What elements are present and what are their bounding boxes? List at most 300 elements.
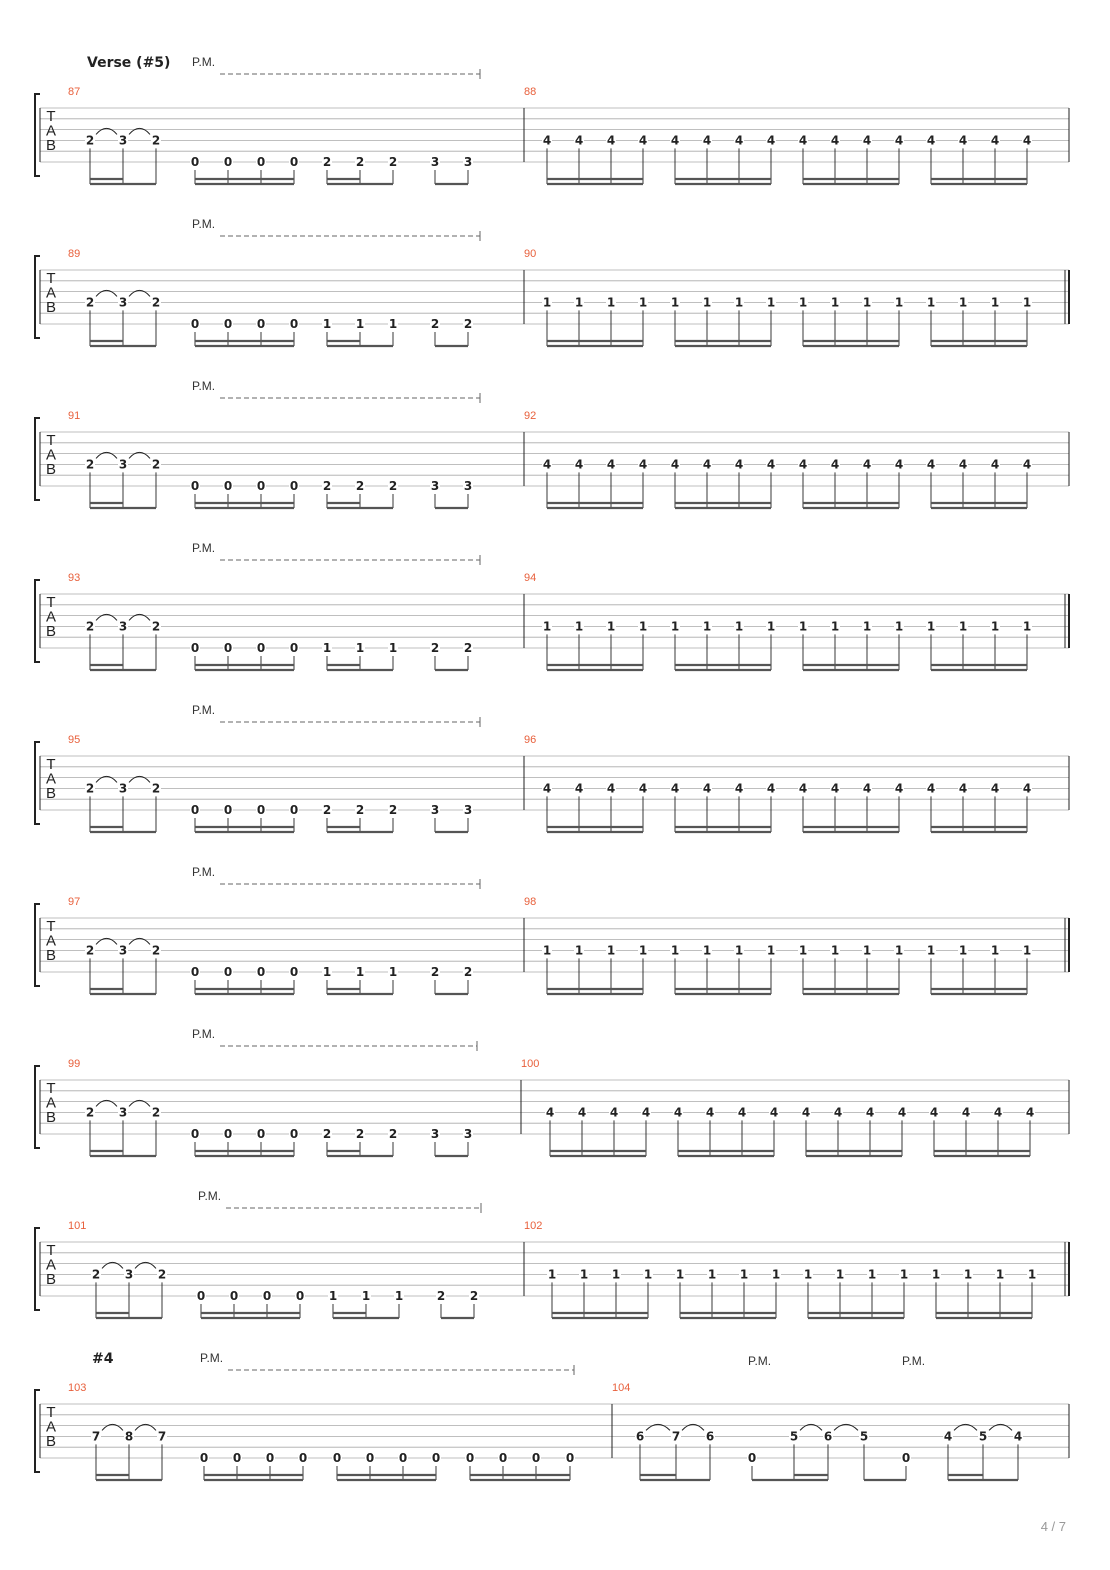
fret-number: 0 [289,479,299,493]
palm-mute-label: P.M. [192,1027,216,1041]
fret-number: 4 [993,1105,1003,1120]
system-bracket [35,256,40,338]
fret-number: 0 [332,1451,342,1465]
fret-number: 4 [798,457,808,472]
fret-number: 1 [894,295,904,310]
fret-number: 0 [256,317,266,331]
fret-number: 4 [670,457,680,472]
fret-number: 3 [118,781,128,796]
fret-number: 1 [867,1267,877,1282]
fret-number: 3 [118,619,128,634]
fret-number: 1 [830,943,840,958]
fret-number: 1 [702,295,712,310]
tab-system [35,55,1069,184]
fret-number: 1 [894,619,904,634]
fret-number: 0 [531,1451,541,1465]
fret-number: 2 [85,457,95,472]
fret-number: 2 [463,641,473,655]
fret-number: 0 [223,641,233,655]
fret-number: 2 [463,965,473,979]
fret-number: 0 [223,317,233,331]
tab-system [35,379,1069,508]
fret-number: 4 [798,781,808,796]
fret-number: 1 [322,965,332,979]
bar-number: 101 [68,1220,87,1232]
fret-number: 4 [574,781,584,796]
fret-number: 6 [635,1429,645,1444]
fret-number: 2 [463,317,473,331]
fret-number: 0 [223,155,233,169]
tab-letter: B [45,1109,57,1126]
tab-letter: B [45,137,57,154]
fret-number: 4 [830,133,840,148]
fret-number: 0 [465,1451,475,1465]
fret-number: 1 [355,317,365,331]
fret-number: 2 [91,1267,101,1282]
fret-number: 0 [196,1289,206,1303]
fret-number: 1 [798,619,808,634]
bar-number: 91 [68,410,81,422]
fret-number: 1 [926,295,936,310]
fret-number: 1 [1022,943,1032,958]
tab-letter: B [45,947,57,964]
fret-number: 1 [643,1267,653,1282]
bar-number: 99 [68,1058,81,1070]
fret-number: 1 [958,943,968,958]
tab-letter: T [46,108,56,125]
fret-number: 4 [542,457,552,472]
fret-number: 3 [118,133,128,148]
fret-number: 4 [1022,781,1032,796]
fret-number: 4 [705,1105,715,1120]
fret-number: 8 [124,1429,134,1444]
fret-number: 1 [899,1267,909,1282]
fret-number: 0 [229,1289,239,1303]
bar-number: 90 [524,248,537,260]
fret-number: 7 [91,1429,101,1444]
fret-number: 1 [388,965,398,979]
tab-letter: T [46,918,56,935]
fret-number: 0 [232,1451,242,1465]
fret-number: 4 [830,781,840,796]
fret-number: 1 [638,295,648,310]
fret-number: 0 [223,1127,233,1141]
fret-number: 5 [978,1429,988,1444]
fret-number: 1 [835,1267,845,1282]
fret-number: 2 [388,479,398,493]
tab-letter: A [45,284,57,302]
palm-mute-label: P.M. [192,541,216,555]
fret-number: 1 [1022,619,1032,634]
fret-number: 0 [289,317,299,331]
fret-number: 0 [190,641,200,655]
tab-system [35,1027,1069,1156]
fret-number: 2 [157,1267,167,1282]
tab-letter: B [45,1271,57,1288]
fret-number: 1 [328,1289,338,1303]
fret-number: 1 [958,295,968,310]
fret-number: 1 [963,1267,973,1282]
fret-number: 1 [830,295,840,310]
fret-number: 5 [789,1429,799,1444]
fret-number: 2 [436,1289,446,1303]
fret-number: 4 [638,133,648,148]
bar-number: 98 [524,896,537,908]
fret-number: 1 [606,943,616,958]
bar-number: 102 [524,1220,543,1232]
palm-mute-label: P.M. [198,1189,222,1203]
fret-number: 7 [157,1429,167,1444]
bar-number: 100 [521,1058,540,1070]
tab-letter: A [45,122,57,140]
fret-number: 4 [862,133,872,148]
bar-number: 95 [68,734,81,746]
fret-number: 1 [990,295,1000,310]
fret-number: 2 [430,317,440,331]
fret-number: 2 [430,965,440,979]
fret-number: 0 [190,965,200,979]
fret-number: 1 [574,943,584,958]
fret-number: 1 [322,317,332,331]
fret-number: 1 [355,641,365,655]
fret-number: 4 [897,1105,907,1120]
fret-number: 1 [547,1267,557,1282]
fret-number: 4 [990,457,1000,472]
fret-number: 0 [565,1451,575,1465]
fret-number: 0 [265,1451,275,1465]
fret-number: 1 [990,619,1000,634]
fret-number: 0 [256,155,266,169]
fret-number: 6 [823,1429,833,1444]
fret-number: 0 [289,1127,299,1141]
tab-system [35,865,1069,994]
fret-number: 3 [118,457,128,472]
tab-letter: B [45,623,57,640]
fret-number: 4 [958,457,968,472]
fret-number: 2 [85,943,95,958]
fret-number: 2 [430,641,440,655]
bar-number: 96 [524,734,537,746]
section-label: #4 [92,1351,114,1367]
tab-letter: B [45,1433,57,1450]
fret-number: 2 [355,1127,365,1141]
fret-number: 2 [85,133,95,148]
tab-system [35,1189,1069,1318]
fret-number: 1 [958,619,968,634]
fret-number: 4 [1025,1105,1035,1120]
fret-number: 3 [118,943,128,958]
fret-number: 4 [766,457,776,472]
fret-number: 0 [223,479,233,493]
fret-number: 1 [766,619,776,634]
fret-number: 4 [929,1105,939,1120]
fret-number: 3 [118,295,128,310]
bar-number: 104 [612,1382,631,1394]
bar-number: 103 [68,1382,87,1394]
tab-letter: T [46,432,56,449]
fret-number: 2 [85,619,95,634]
fret-number: 4 [833,1105,843,1120]
fret-number: 4 [769,1105,779,1120]
fret-number: 4 [958,781,968,796]
fret-number: 1 [388,641,398,655]
bar-number: 92 [524,410,537,422]
fret-number: 1 [766,943,776,958]
fret-number: 0 [398,1451,408,1465]
fret-number: 4 [606,781,616,796]
fret-number: 0 [289,641,299,655]
tab-letter: A [45,608,57,626]
fret-number: 3 [430,803,440,817]
fret-number: 4 [734,781,744,796]
fret-number: 4 [926,133,936,148]
fret-number: 4 [574,133,584,148]
fret-number: 1 [926,943,936,958]
bar-number: 87 [68,86,81,98]
fret-number: 0 [298,1451,308,1465]
tab-system [35,1351,1069,1480]
fret-number: 4 [606,133,616,148]
fret-number: 4 [638,457,648,472]
fret-number: 4 [894,781,904,796]
fret-number: 1 [702,943,712,958]
fret-number: 1 [862,943,872,958]
bar-number: 94 [524,572,537,584]
fret-number: 1 [542,619,552,634]
fret-number: 2 [85,1105,95,1120]
system-bracket [35,1066,40,1148]
fret-number: 1 [355,965,365,979]
fret-number: 0 [256,641,266,655]
tab-letter: A [45,1094,57,1112]
fret-number: 2 [322,155,332,169]
tab-letter: A [45,446,57,464]
fret-number: 4 [766,781,776,796]
fret-number: 0 [289,803,299,817]
palm-mute-label: P.M. [192,217,216,231]
fret-number: 4 [798,133,808,148]
fret-number: 1 [1022,295,1032,310]
tab-letter: T [46,1242,56,1259]
fret-number: 3 [463,803,473,817]
tab-system [35,703,1069,832]
fret-number: 4 [961,1105,971,1120]
fret-number: 4 [734,133,744,148]
fret-number: 1 [926,619,936,634]
fret-number: 0 [223,965,233,979]
palm-mute-label: P.M. [192,865,216,879]
fret-number: 2 [322,803,332,817]
palm-mute-label: P.M. [902,1354,926,1368]
fret-number: 2 [355,479,365,493]
fret-number: 1 [995,1267,1005,1282]
palm-mute-label: P.M. [192,379,216,393]
fret-number: 4 [766,133,776,148]
fret-number: 4 [702,133,712,148]
fret-number: 1 [1027,1267,1037,1282]
fret-number: 0 [289,155,299,169]
fret-number: 0 [256,965,266,979]
tab-letter: B [45,299,57,316]
fret-number: 0 [190,803,200,817]
fret-number: 3 [118,1105,128,1120]
fret-number: 1 [606,295,616,310]
fret-number: 2 [388,1127,398,1141]
tab-letter: T [46,594,56,611]
fret-number: 3 [463,155,473,169]
tab-letter: A [45,1418,57,1436]
fret-number: 0 [365,1451,375,1465]
fret-number: 0 [295,1289,305,1303]
fret-number: 4 [606,457,616,472]
fret-number: 4 [990,781,1000,796]
palm-mute-label: P.M. [748,1354,772,1368]
fret-number: 4 [830,457,840,472]
fret-number: 2 [151,295,161,310]
fret-number: 4 [577,1105,587,1120]
fret-number: 1 [830,619,840,634]
fret-number: 6 [705,1429,715,1444]
tab-letter: T [46,1404,56,1421]
fret-number: 2 [322,1127,332,1141]
fret-number: 2 [355,155,365,169]
fret-number: 1 [542,943,552,958]
fret-number: 3 [463,1127,473,1141]
fret-number: 1 [611,1267,621,1282]
fret-number: 2 [151,457,161,472]
tab-system [35,541,1069,670]
fret-number: 2 [85,295,95,310]
system-bracket [35,580,40,662]
fret-number: 4 [865,1105,875,1120]
fret-number: 1 [675,1267,685,1282]
fret-number: 0 [256,479,266,493]
tab-letter: B [45,785,57,802]
tab-letter: T [46,756,56,773]
tab-letter: A [45,932,57,950]
fret-number: 1 [638,943,648,958]
fret-number: 0 [256,803,266,817]
fret-number: 1 [702,619,712,634]
tab-letter: A [45,1256,57,1274]
fret-number: 1 [862,619,872,634]
fret-number: 2 [388,803,398,817]
fret-number: 0 [190,155,200,169]
fret-number: 0 [431,1451,441,1465]
fret-number: 0 [901,1451,911,1465]
fret-number: 4 [1022,457,1032,472]
fret-number: 4 [1013,1429,1023,1444]
fret-number: 1 [542,295,552,310]
fret-number: 4 [702,781,712,796]
fret-number: 1 [394,1289,404,1303]
fret-number: 2 [151,943,161,958]
fret-number: 0 [256,1127,266,1141]
fret-number: 1 [322,641,332,655]
tab-system [35,217,1069,346]
fret-number: 1 [798,943,808,958]
fret-number: 4 [670,781,680,796]
fret-number: 1 [670,295,680,310]
fret-number: 1 [990,943,1000,958]
fret-number: 0 [190,1127,200,1141]
bar-number: 89 [68,248,81,260]
fret-number: 4 [641,1105,651,1120]
fret-number: 2 [85,781,95,796]
fret-number: 4 [894,133,904,148]
system-bracket [35,1228,40,1310]
fret-number: 5 [859,1429,869,1444]
fret-number: 2 [151,781,161,796]
fret-number: 1 [862,295,872,310]
fret-number: 0 [289,965,299,979]
fret-number: 4 [862,457,872,472]
palm-mute-label: P.M. [192,703,216,717]
fret-number: 4 [894,457,904,472]
fret-number: 4 [926,457,936,472]
fret-number: 2 [388,155,398,169]
fret-number: 1 [707,1267,717,1282]
fret-number: 4 [1022,133,1032,148]
fret-number: 4 [574,457,584,472]
system-bracket [35,94,40,176]
system-bracket [35,1390,40,1472]
fret-number: 1 [638,619,648,634]
fret-number: 4 [702,457,712,472]
fret-number: 4 [862,781,872,796]
fret-number: 1 [734,619,744,634]
tab-letter: T [46,270,56,287]
fret-number: 4 [673,1105,683,1120]
fret-number: 1 [361,1289,371,1303]
fret-number: 2 [469,1289,479,1303]
fret-number: 1 [734,943,744,958]
fret-number: 3 [124,1267,134,1282]
palm-mute-label: P.M. [192,55,216,69]
fret-number: 1 [931,1267,941,1282]
fret-number: 0 [747,1451,757,1465]
system-bracket [35,742,40,824]
fret-number: 0 [190,479,200,493]
fret-number: 1 [574,295,584,310]
fret-number: 1 [771,1267,781,1282]
fret-number: 2 [151,1105,161,1120]
fret-number: 7 [671,1429,681,1444]
fret-number: 1 [388,317,398,331]
bar-number: 93 [68,572,81,584]
fret-number: 0 [223,803,233,817]
fret-number: 1 [579,1267,589,1282]
fret-number: 1 [734,295,744,310]
fret-number: 4 [801,1105,811,1120]
fret-number: 4 [734,457,744,472]
fret-number: 0 [498,1451,508,1465]
fret-number: 4 [638,781,648,796]
tab-letter: A [45,770,57,788]
fret-number: 1 [670,943,680,958]
tab-letter: B [45,461,57,478]
fret-number: 4 [670,133,680,148]
system-bracket [35,904,40,986]
fret-number: 4 [545,1105,555,1120]
fret-number: 4 [926,781,936,796]
fret-number: 4 [542,781,552,796]
fret-number: 4 [542,133,552,148]
fret-number: 4 [609,1105,619,1120]
fret-number: 2 [322,479,332,493]
system-bracket [35,418,40,500]
fret-number: 2 [151,133,161,148]
